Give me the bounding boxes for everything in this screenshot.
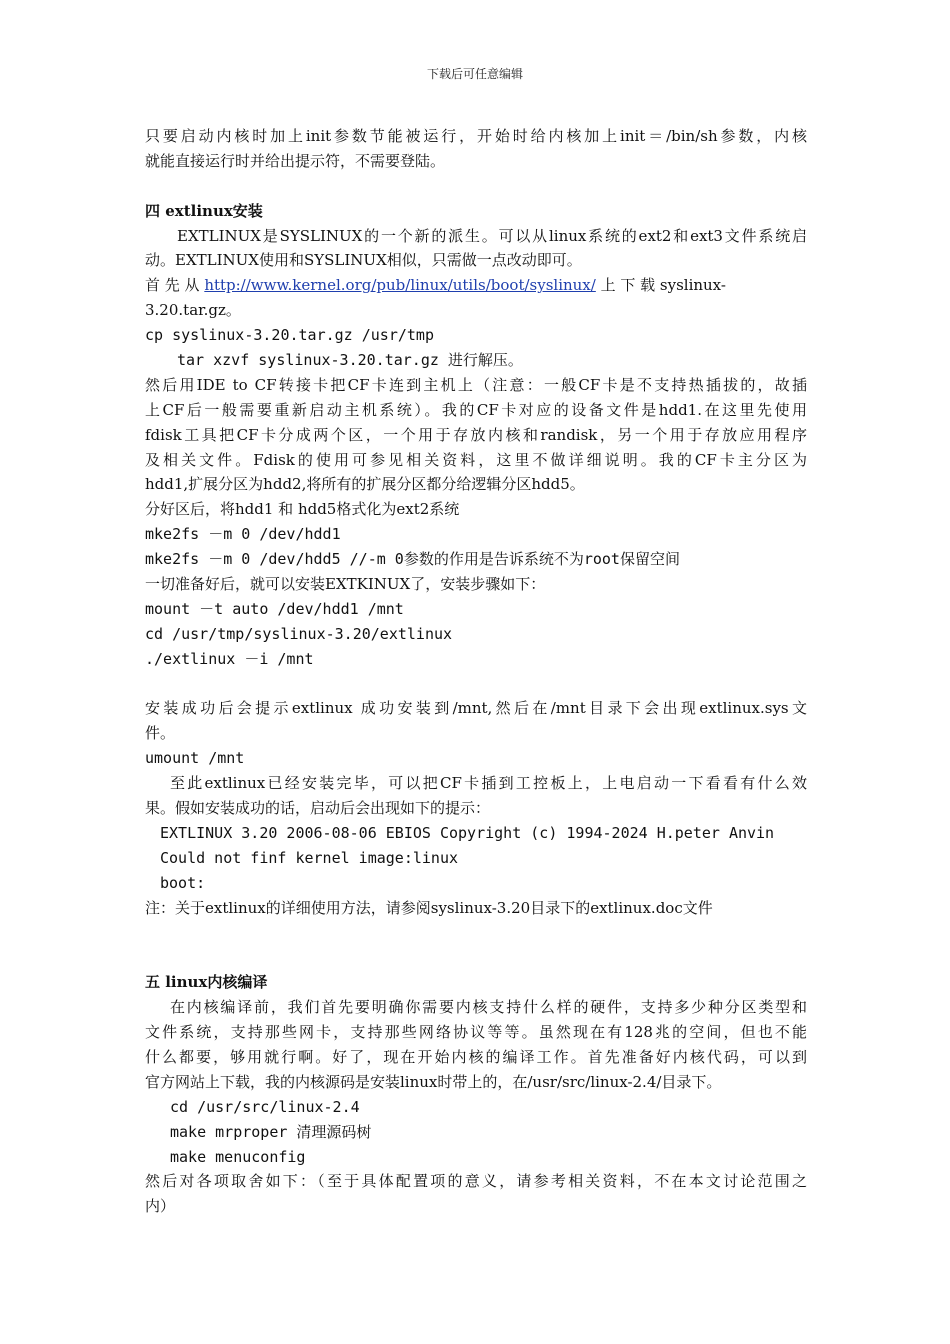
boot-output-line: EXTLINUX 3.20 2006-08-06 EBIOS Copyright (c) 1994-2024 H.peter Anvin (160, 823, 775, 842)
paragraph-line: 上CF后一般需要重新启动主机系统）。我的CF卡对应的设备文件是hdd1.在这里先使用 (145, 400, 807, 419)
paragraph-line: 然后对各项取舍如下：（至于具体配置项的意义，请参考相关资料，不在本文讨论范围之 (145, 1172, 807, 1191)
paragraph-line: fdisk工具把CF卡分成两个区，一个用于存放内核和randisk，另一个用于存放应用程序 (145, 425, 807, 444)
paragraph-line: 分好区后，将hdd1 和 hdd5格式化为ext2系统 (145, 500, 460, 519)
section-heading-extlinux: 四 extlinux安装 (145, 201, 263, 220)
download-suffix: 上 下 载 syslinux- (595, 276, 726, 295)
paragraph-line: 至此extlinux已经安装完毕，可以把CF卡插到工控板上，上电启动一下看看有什么效 (170, 774, 807, 793)
document-body (145, 124, 807, 1219)
command-line: cp syslinux-3.20.tar.gz /usr/tmp (145, 326, 434, 345)
paragraph-line: 文件系统，支持那些网卡，支持那些网络协议等等。虽然现在有128兆的空间，但也不能 (145, 1023, 807, 1042)
command-line: mke2fs －m 0 /dev/hdd5 //-m 0参数的作用是告诉系统不为root保留空间 (145, 550, 680, 569)
paragraph-line: 安装成功后会提示extlinux 成功安装到/mnt,然后在/mnt目录下会出现extlinux.sys文 (145, 699, 807, 718)
paragraph-line: 内） (145, 1197, 176, 1216)
boot-output-line: Could not finf kernel image:linux (160, 848, 459, 867)
paragraph-line: 什么都要，够用就行啊。好了，现在开始内核的编译工作。首先准备好内核代码，可以到 (145, 1047, 807, 1066)
download-prefix: 首 先 从 (145, 276, 205, 295)
paragraph-line: 只要启动内核时加上init参数节能被运行，开始时给内核加上init＝/bin/sh参数，内核 (145, 127, 807, 145)
command-line: cd /usr/tmp/syslinux-3.20/extlinux (145, 624, 453, 643)
boot-output-line: boot: (160, 873, 206, 892)
paragraph-line: 果。假如安装成功的话，启动后会出现如下的提示： (145, 799, 491, 818)
command-line: mount －t auto /dev/hdd1 /mnt (145, 599, 404, 618)
page-header: 下载后可任意编辑 (426, 67, 523, 81)
paragraph-line: 然后用IDE to CF转接卡把CF卡连到主机上（注意：一般CF卡是不支持热插拔的，故插 (145, 375, 807, 394)
section-heading-kernel-compile: 五 linux内核编译 (145, 973, 268, 992)
paragraph-line: 一切准备好后，就可以安装EXTKINUX了，安装步骤如下： (145, 575, 546, 594)
paragraph-line: 就能直接运行时并给出提示符，不需要登陆。 (145, 151, 446, 170)
command-line: cd /usr/src/linux-2.4 (170, 1097, 360, 1116)
syslinux-download-link[interactable]: http://www.kernel.org/pub/linux/utils/boot/syslinux/ (204, 276, 596, 295)
paragraph-line: 3.20.tar.gz。 (145, 301, 241, 320)
command-line: ./extlinux －i /mnt (145, 649, 314, 668)
paragraph-line: hdd1,扩展分区为hdd2,将所有的扩展分区都分给逻辑分区hdd5。 (145, 475, 585, 494)
command-line: make menuconfig (170, 1147, 306, 1166)
paragraph-line: 及相关文件。Fdisk的使用可参见相关资料，这里不做详细说明。我的CF卡主分区为 (145, 450, 807, 469)
paragraph-line: 件。 (145, 724, 176, 743)
note-line: 注：关于extlinux的详细使用方法，请参阅syslinux-3.20目录下的extlinux.doc文件 (145, 898, 713, 917)
paragraph-line: 动。EXTLINUX使用和SYSLINUX相似，只需做一点改动即可。 (145, 251, 582, 270)
command-line: tar xzvf syslinux-3.20.tar.gz 进行解压。 (177, 351, 523, 370)
command-line: mke2fs －m 0 /dev/hdd1 (145, 525, 341, 544)
paragraph-line: 在内核编译前，我们首先要明确你需要内核支持什么样的硬件，支持多少种分区类型和 (170, 998, 807, 1017)
download-line (145, 273, 807, 298)
command-line: umount /mnt (145, 749, 245, 768)
paragraph-line: EXTLINUX是SYSLINUX的一个新的派生。可以从linux系统的ext2和ext3文件系统启 (177, 226, 807, 245)
paragraph-line: 官方网站上下载，我的内核源码是安装linux时带上的，在/usr/src/linux-2.4/目录下。 (145, 1072, 722, 1091)
command-line: make mrproper 清理源码树 (170, 1122, 372, 1141)
